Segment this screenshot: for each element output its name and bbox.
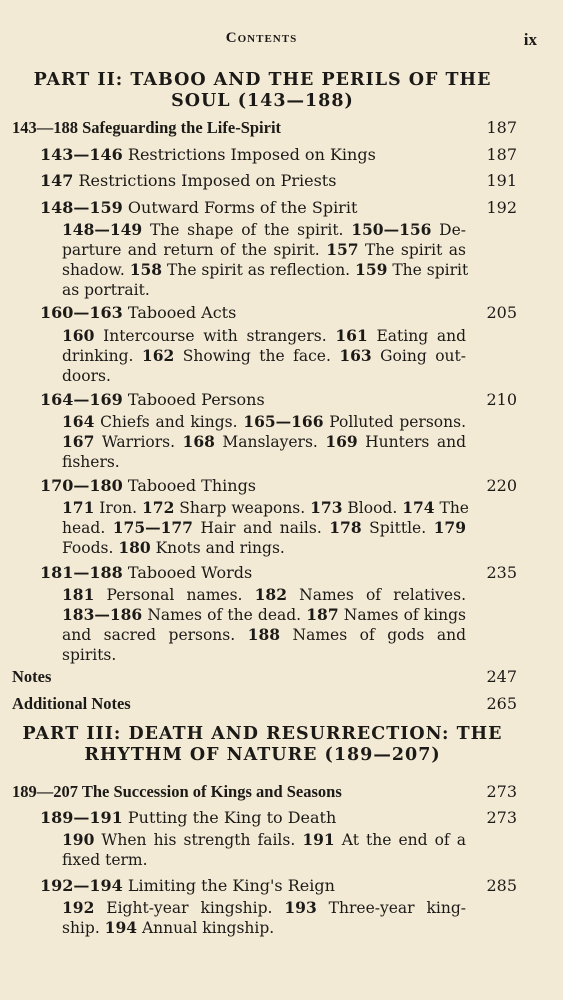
description-ref-number: 181 [62,585,95,604]
description-text: Warriors. [94,433,183,451]
description-text: drinking. [62,347,142,365]
toc-entry [0,781,563,803]
entry-page: 235 [486,563,517,582]
description-text: Names of gods and [280,626,466,644]
toc-entry [0,666,563,688]
entry-description [62,830,466,870]
description-text: Annual kingship. [137,919,275,937]
toc-entry [0,197,563,219]
description-line [62,850,466,870]
description-text: parture and return of the spirit. [62,241,327,259]
description-text: The shape of the spirit. [142,221,352,239]
description-ref-number: 178 [329,518,362,537]
description-text: Iron. [94,499,142,517]
entry-range: 181—188 [40,563,123,582]
running-head-title: Contents [225,30,298,46]
toc-entry [0,302,563,324]
description-text: When his strength fails. [94,831,303,849]
description-line [62,280,466,300]
description-ref-number: 175—177 [112,518,193,537]
description-line [62,830,466,850]
description-ref-number: 167 [62,432,95,451]
description-ref-number: 163 [339,346,372,365]
part-heading-line: PART III: DEATH AND RESURRECTION: THE [22,724,503,744]
description-ref-number: 172 [142,498,175,517]
description-ref-number: 183—186 [62,605,143,624]
description-line [62,518,466,538]
description-ref-number: 148—149 [62,220,143,239]
entry-page: 273 [486,808,517,827]
description-text: as portrait. [62,281,150,299]
description-ref-number: 164 [62,412,95,431]
part-heading-line: PART II: TABOO AND THE PERILS OF THE [33,70,492,90]
description-ref-number: 171 [62,498,95,517]
toc-entry [0,562,563,584]
description-line [62,625,466,645]
description-line [62,585,466,605]
description-text: shadow. [62,261,130,279]
description-text: De- [431,221,467,239]
description-ref-number: 182 [254,585,287,604]
description-line [62,412,466,432]
description-text: head. [62,519,113,537]
description-ref-number: 194 [104,918,138,937]
description-text: spirits. [62,646,117,664]
entry-description [62,585,466,665]
description-text: Personal names. [94,586,255,604]
toc-entry [0,475,563,497]
part-heading-line: RHYTHM OF NATURE (189—207) [84,745,441,765]
toc-entry [0,875,563,897]
description-ref-number: 150—156 [351,220,432,239]
description-ref-number: 179 [433,518,466,537]
description-text: Names of kings [338,606,466,624]
entry-page: 273 [486,782,517,801]
entry-title: Outward Forms of the Spirit [127,198,358,217]
entry-description [62,498,469,558]
description-text: Hunters and [357,433,467,451]
entry-title: Putting the King to Death [127,808,337,827]
entry-title: The Succession of Kings and Seasons [81,782,342,801]
entry-range: 170—180 [40,476,123,495]
description-text: fixed term. [62,851,148,869]
description-line [62,366,466,386]
entry-range: 189—191 [40,808,123,827]
description-line [62,260,469,280]
description-text: Manslayers. [214,433,326,451]
entry-title: Restrictions Imposed on Priests [78,171,337,190]
entry-page: 247 [486,667,517,686]
entry-page: 187 [486,118,517,137]
description-text: Chiefs and kings. [94,413,244,431]
description-ref-number: 173 [310,498,343,517]
toc-entry [0,807,563,829]
description-ref-number: 188 [247,625,281,644]
description-text: Polluted persons. [323,413,466,431]
description-text: Spittle. [361,519,434,537]
description-ref-number: 159 [355,260,388,279]
description-ref-number: 162 [141,346,175,365]
entry-range: 164—169 [40,390,123,409]
entry-range: 147 [40,171,74,190]
description-text: Three-year king- [316,899,466,917]
description-ref-number: 180 [118,538,151,557]
entry-page: 220 [486,476,517,495]
description-text: Blood. [342,499,403,517]
description-line [62,326,466,346]
entry-title: Notes [12,667,52,686]
running-head [0,30,563,54]
entry-description [62,898,466,938]
description-ref-number: 158 [129,260,163,279]
toc-entry [0,170,563,192]
entry-title: Restrictions Imposed on Kings [127,145,376,164]
entry-range: 192—194 [40,876,123,895]
entry-page: 210 [486,390,517,409]
entry-page: 265 [486,694,517,713]
description-line [62,645,466,665]
description-text: doors. [62,367,111,385]
description-text: At the end of a [334,831,466,849]
entry-page: 191 [486,171,517,190]
part-heading [10,724,515,766]
entry-page: 192 [486,198,517,217]
description-line [62,346,466,366]
entry-range: 148—159 [40,198,123,217]
description-text: and sacred persons. [62,626,248,644]
toc-entry [0,117,563,139]
toc-entry [0,144,563,166]
description-line [62,918,466,938]
entry-description [62,412,466,472]
description-ref-number: 190 [62,830,95,849]
entry-title: Tabooed Acts [127,303,237,322]
description-text: The spirit as [358,241,466,259]
description-text: Sharp weapons. [174,499,311,517]
page-number: ix [523,30,537,49]
description-ref-number: 169 [325,432,358,451]
description-text: Foods. [62,539,119,557]
toc-entry [0,693,563,715]
entry-description [62,326,466,386]
description-text: Knots and rings. [150,539,285,557]
entry-range: 143—146 [40,145,123,164]
description-ref-number: 157 [326,240,359,259]
description-text: The spirit [387,261,469,279]
part-heading [10,70,515,112]
description-text: Eating and [367,327,466,345]
description-line [62,498,469,518]
description-ref-number: 191 [302,830,335,849]
entry-title: Safeguarding the Life-Spirit [82,118,282,137]
entry-title: Additional Notes [12,694,131,713]
toc-entry [0,389,563,411]
description-text: Going out- [371,347,466,365]
description-text: The [434,499,469,517]
entry-page: 205 [486,303,517,322]
description-text: Eight-year kingship. [94,899,285,917]
description-line [62,452,466,472]
description-ref-number: 192 [62,898,95,917]
description-line [62,538,466,558]
description-text: Names of relatives. [287,586,466,604]
part-heading-line: SOUL (143—188) [171,91,354,111]
description-text: Showing the face. [174,347,340,365]
description-text: fishers. [62,453,120,471]
description-ref-number: 174 [402,498,435,517]
entry-range: 189—207 [12,782,78,801]
description-ref-number: 187 [306,605,339,624]
description-line [62,432,466,452]
entry-page: 285 [486,876,517,895]
description-ref-number: 161 [335,326,368,345]
description-line [62,605,466,625]
description-text: Intercourse with strangers. [94,327,336,345]
entry-range: 160—163 [40,303,123,322]
entry-title: Tabooed Things [127,476,257,495]
description-line [62,220,466,240]
description-text: Names of the dead. [142,606,307,624]
description-text: The spirit as reflection. [162,261,356,279]
description-ref-number: 193 [284,898,317,917]
entry-title: Tabooed Words [127,563,253,582]
description-text: ship. [62,919,105,937]
entry-page: 187 [486,145,517,164]
entry-title: Limiting the King's Reign [127,876,335,895]
entry-range: 143—188 [12,118,78,137]
description-ref-number: 160 [62,326,95,345]
description-ref-number: 165—166 [243,412,324,431]
description-line [62,240,466,260]
entry-description [62,220,469,300]
description-text: Hair and nails. [192,519,330,537]
description-line [62,898,466,918]
description-ref-number: 168 [182,432,215,451]
entry-title: Tabooed Persons [127,390,265,409]
